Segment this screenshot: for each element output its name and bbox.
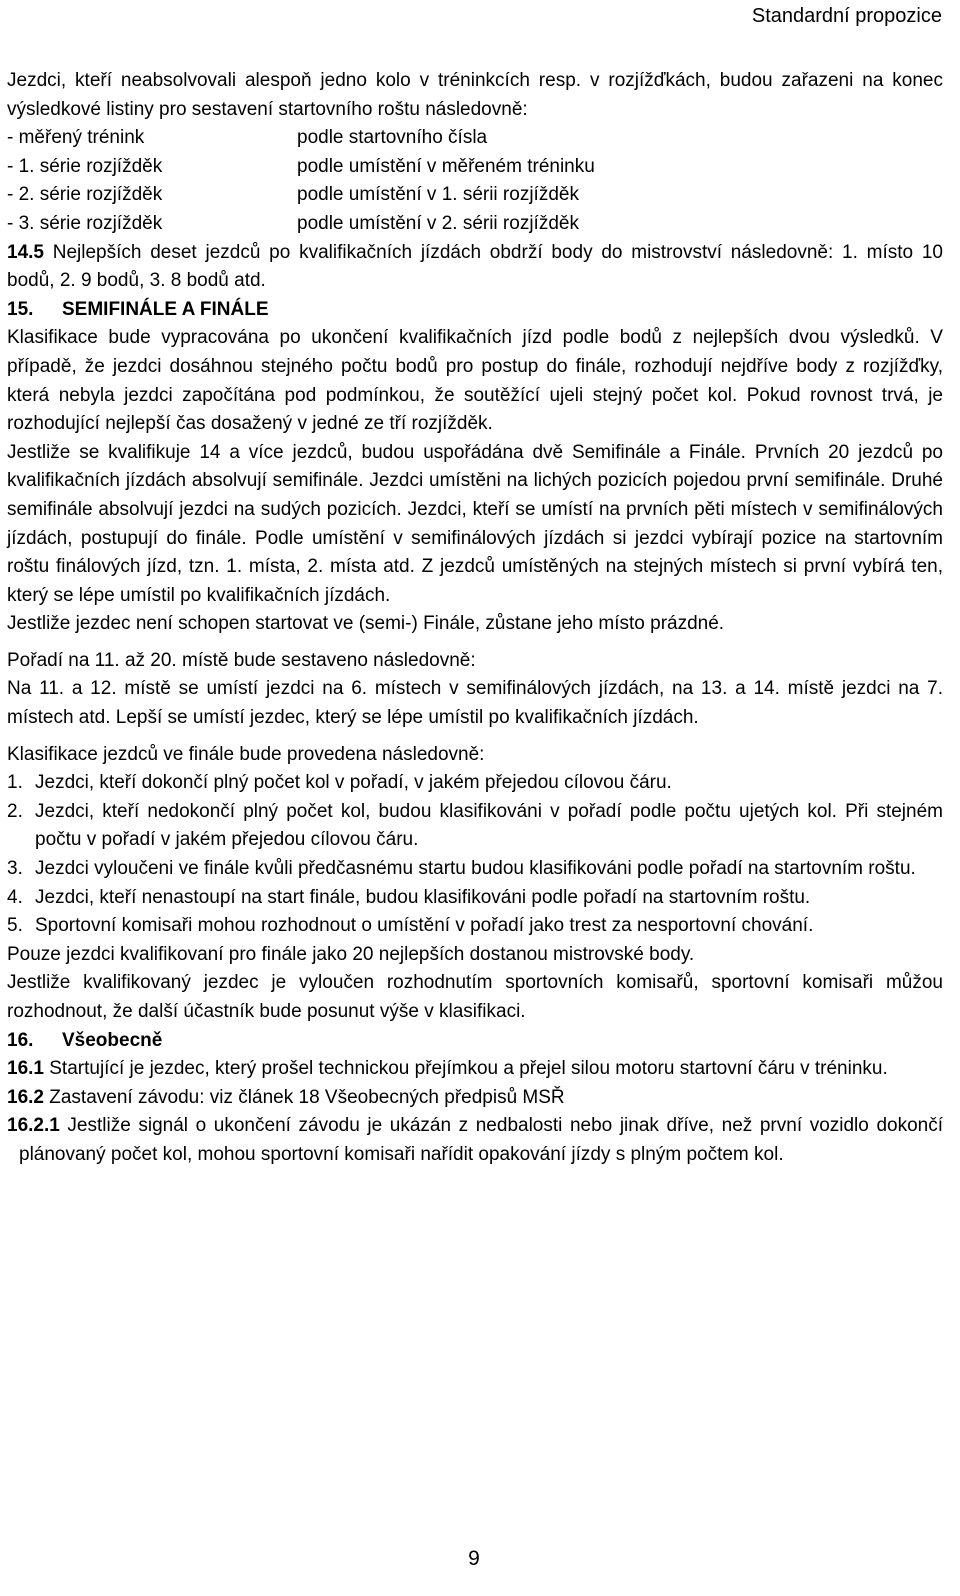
- start-order-value: podle umístění v 1. sérii rozjížděk: [297, 184, 579, 206]
- start-order-row: [7, 153, 943, 182]
- section-text: Zastavení závodu: viz článek 18 Všeobecných předpisů MSŘ: [43, 1086, 565, 1108]
- list-item: [7, 769, 943, 798]
- running-header: Standardní propozice: [751, 5, 942, 27]
- section-16-2-1: [7, 1112, 943, 1169]
- start-order-value: podle umístění v 2. sérii rozjížděk: [297, 212, 579, 234]
- section-text: Jestliže signál o ukončení závodu je ukázán z nedbalosti nebo jinak dříve, než první vozidlo dokončí plánovaný počet kol, mohou sportovní komisaři nařídit opakování jízdy s plným počtem kol.: [19, 1115, 943, 1165]
- section-number: 16.2.1: [7, 1115, 60, 1137]
- semifinal-paragraph: Jestliže jezdec není schopen startovat ve (semi-) Finále, zůstane jeho místo prázdné.: [7, 613, 725, 635]
- section-16-2: [7, 1084, 943, 1113]
- order-11-20-text: Na 11. a 12. místě se umístí jezdci na 6. místech v semifinálových jízdách, na 13. a 14. místě jezdci na 7. místech atd. Lepší se umístí jezdec, který se lépe umístil po kvalifikačních jízdách.: [7, 678, 943, 729]
- order-11-20-intro: Pořadí na 11. až 20. místě bude sestaveno následovně:: [7, 649, 476, 671]
- list-item-number: 2.: [7, 800, 23, 822]
- closing-paragraph: Jestliže kvalifikovaný jezdec je vyloučen rozhodnutím sportovních komisařů, sportovní komisaři můžou rozhodnout, že další účastník bude posunut výše v klasifikaci.: [7, 972, 943, 1022]
- section-title: Všeobecně: [62, 1029, 163, 1051]
- start-order-label: - měřený trénink: [7, 127, 145, 149]
- page-number: 9: [468, 1547, 480, 1570]
- list-item: [7, 798, 943, 855]
- list-item-text: Jezdci, kteří nedokončí plný počet kol, budou klasifikováni v pořadí podle počtu ujetých kol. Při stejném počtu v pořadí v jakém přejedou cílovou čáru.: [35, 800, 943, 851]
- section-number: 14.5: [7, 241, 44, 263]
- section-text: Nejlepších deset jezdců po kvalifikačních jízdách obdrží body do mistrovství následovně: 1. místo 10 bodů, 2. 9 bodů, 3. 8 bodů atd.: [7, 241, 943, 292]
- start-order-row: [7, 210, 943, 239]
- section-14-5: [7, 239, 943, 296]
- final-classification-list: [7, 769, 943, 941]
- section-number: 16.1: [7, 1058, 44, 1080]
- final-classification-heading: Klasifikace jezdců ve finále bude provedena následovně:: [7, 743, 485, 765]
- list-item: [7, 912, 943, 941]
- semifinal-paragraph: Jestliže se kvalifikuje 14 a více jezdců, budou uspořádána dvě Semifinále a Finále. Prvních 20 jezdců po kvalifikačních jízdách absolvují semifinále. Jezdci umístěni na lichých pozicích pojedou první semifinále. Druhé semifinále absolvují jezdci na sudých pozicích. Jezdci, kteří se umístí na prvních pěti místech v semifinálových jízdách, postupují do finále. Podle umístění v semifinálových jízdách si jezdci vybírají pozice na startovním roštu finálových jízd, tzn. 1. místa, 2. místa atd. Z jezdců umístěných na stejných místech si první vybírá ten, který se lépe umístil po kvalifikačních jízdách.: [7, 441, 943, 606]
- section-text: Startující je jezdec, který prošel technickou přejímkou a přejel silou motoru startovní čáru v tréninku.: [43, 1058, 888, 1080]
- start-order-label: - 1. série rozjížděk: [7, 155, 163, 177]
- start-order-label: - 3. série rozjížděk: [7, 212, 163, 234]
- section-title: SEMIFINÁLE A FINÁLE: [62, 298, 269, 320]
- list-item-number: 5.: [7, 915, 23, 937]
- list-item-text: Jezdci vyloučeni ve finále kvůli předčasnému startu budou klasifikováni podle pořadí na startovním roštu.: [35, 858, 916, 880]
- list-item: [7, 855, 943, 884]
- closing-paragraph: Pouze jezdci kvalifikovaní pro finále jako 20 nejlepších dostanou mistrovské body.: [7, 943, 695, 965]
- start-order-list: [7, 124, 943, 238]
- list-item: [7, 884, 943, 913]
- section-15-heading: [7, 296, 943, 325]
- list-item-number: 3.: [7, 858, 23, 880]
- section-16-1: [7, 1055, 943, 1084]
- section-number: 16.2: [7, 1086, 44, 1108]
- intro-paragraph: Jezdci, kteří neabsolvovali alespoň jedno kolo v tréninkcích resp. v rozjížďkách, budou zařazeni na konec výsledkové listiny pro sestavení startovního roštu následovně:: [7, 70, 943, 120]
- list-item-number: 1.: [7, 772, 23, 794]
- list-item-number: 4.: [7, 886, 23, 908]
- section-number: 16.: [7, 1029, 34, 1051]
- start-order-row: [7, 124, 943, 153]
- start-order-label: - 2. série rozjížděk: [7, 184, 163, 206]
- document-body: [7, 67, 943, 1170]
- start-order-row: [7, 181, 943, 210]
- start-order-value: podle umístění v měřeném tréninku: [297, 155, 595, 177]
- section-number: 15.: [7, 298, 34, 320]
- section-16-heading: [7, 1027, 943, 1056]
- list-item-text: Sportovní komisaři mohou rozhodnout o umístění v pořadí jako trest za nesportovní chování.: [35, 915, 814, 937]
- start-order-value: podle startovního čísla: [297, 127, 488, 149]
- semifinal-paragraph: Klasifikace bude vypracována po ukončení kvalifikačních jízd podle bodů z nejlepších dvou výsledků. V případě, že jezdci dosáhnou stejného počtu bodů pro postup do finále, rozhodují nejdříve body z rozjížďky, která nebyla jezdci započítána pod podmínkou, že soutěžící ujeli stejný počet kol. Pokud rovnost trvá, je rozhodující nejlepší čas dosažený v jedné ze tří rozjížděk.: [7, 327, 943, 435]
- list-item-text: Jezdci, kteří nenastoupí na start finále, budou klasifikováni podle pořadí na startovním roštu.: [35, 886, 811, 908]
- list-item-text: Jezdci, kteří dokončí plný počet kol v pořadí, v jakém přejedou cílovou čáru.: [35, 772, 672, 794]
